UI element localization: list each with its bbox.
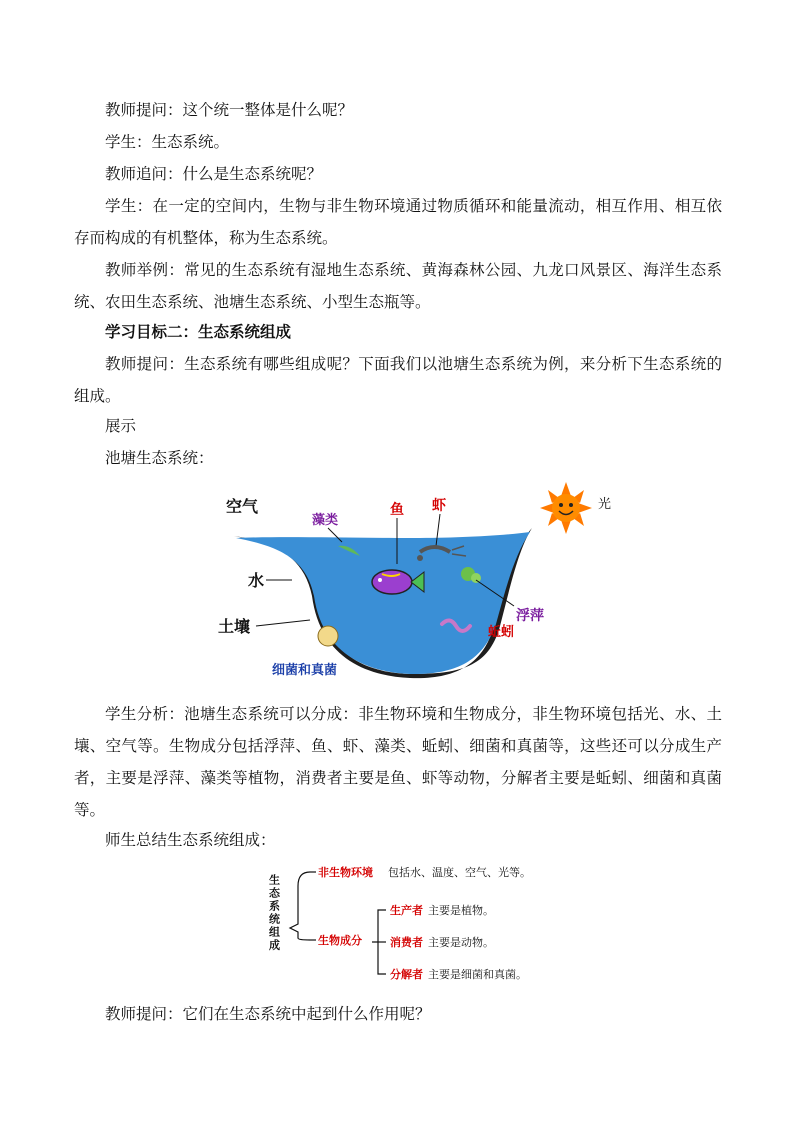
node-producer-desc: 主要是植物。 xyxy=(428,904,494,917)
node-producer: 生产者 xyxy=(390,904,423,917)
paragraph-student-answer-1: 学生：生态系统。 xyxy=(105,133,230,151)
node-decomposer-desc: 主要是细菌和真菌。 xyxy=(428,968,527,981)
node-decomposer: 分解者 xyxy=(390,968,423,981)
label-duckweed: 浮萍 xyxy=(516,608,544,624)
paragraph-student-definition: 学生：在一定的空间内，生物与非生物环境通过物质循环和能量流动，相互作用、相互依存而构成的有机整体，称为生态系统。 xyxy=(74,197,722,247)
label-water: 水 xyxy=(248,571,265,590)
node-biotic: 生物成分 xyxy=(318,934,362,947)
label-soil: 土壤 xyxy=(218,617,251,636)
paragraph-teacher-question-2: 教师提问：生态系统有哪些组成呢？下面我们以池塘生态系统为例，来分析下生态系统的组成。 xyxy=(74,355,722,405)
paragraph-show: 展示 xyxy=(105,417,137,435)
bacteria-icon xyxy=(318,626,338,646)
paragraph-teacher-examples: 教师举例：常见的生态系统有湿地生态系统、黄海森林公园、九龙口风景区、海洋生态系统、农田生态系统、池塘生态系统、小型生态瓶等。 xyxy=(74,261,722,311)
label-shrimp: 虾 xyxy=(432,498,446,514)
sun-icon xyxy=(540,482,592,534)
label-light: 光 xyxy=(598,497,612,512)
tree-root-label: 生态系统组成 xyxy=(267,874,281,952)
label-fish: 鱼 xyxy=(390,502,404,518)
label-earthworm: 蚯蚓 xyxy=(488,625,515,640)
node-consumer: 消费者 xyxy=(390,936,423,949)
label-air: 空气 xyxy=(226,497,259,516)
paragraph-teacher-question-1: 教师提问：这个统一整体是什么呢？ xyxy=(105,101,354,119)
pointer-soil xyxy=(256,620,310,626)
main-bracket xyxy=(290,872,310,940)
paragraph-summary-caption: 师生总结生态系统组成： xyxy=(105,831,276,849)
node-abiotic-desc: 包括水、温度、空气、光等。 xyxy=(388,866,531,879)
node-abiotic: 非生物环境 xyxy=(318,866,373,879)
paragraph-teacher-followup: 教师追问：什么是生态系统呢？ xyxy=(105,165,323,183)
label-bacteria: 细菌和真菌 xyxy=(272,663,338,678)
node-consumer-desc: 主要是动物。 xyxy=(428,936,494,949)
paragraph-teacher-question-3: 教师提问：它们在生态系统中起到什么作用呢？ xyxy=(105,1005,431,1023)
paragraph-pond-caption: 池塘生态系统： xyxy=(105,449,214,467)
section-heading-goal-2: 学习目标二：生态系统组成 xyxy=(105,322,292,341)
paragraph-student-analysis: 学生分析：池塘生态系统可以分成：非生物环境和生物成分，非生物环境包括光、水、土壤、空气等。生物成分包括浮萍、鱼、虾、藻类、蚯蚓、细菌和真菌等，这些还可以分成生产者，主要是浮萍、藻类等植物，消费者主要是鱼、虾等动物，分解者主要是蚯蚓、细菌和真菌等。 xyxy=(74,705,722,819)
label-algae: 藻类 xyxy=(312,513,339,528)
composition-tree-diagram xyxy=(267,856,560,986)
pond-ecosystem-diagram xyxy=(214,476,614,682)
